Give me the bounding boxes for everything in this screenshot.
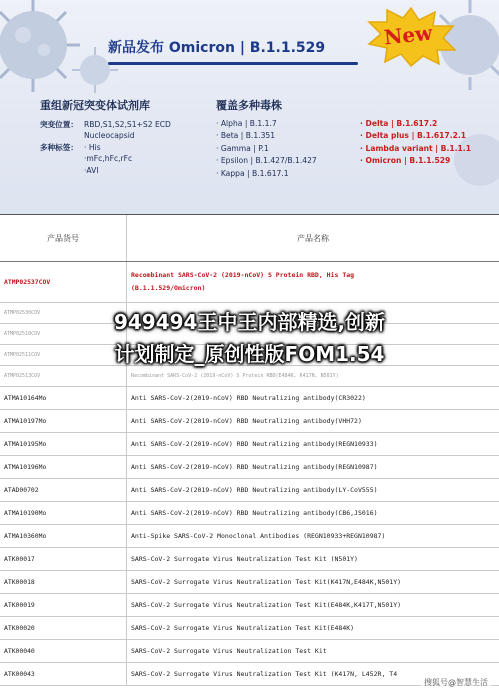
product-code: ATMA10190Mo <box>0 502 127 524</box>
product-code: ATK00017 <box>0 548 127 570</box>
product-name: Recombinant SARS-CoV-2 (2019-nCoV) S Protein RBD(E484K, K417N, N501Y) <box>131 373 339 379</box>
product-code: ATMA10197Mo <box>0 410 127 432</box>
table-row <box>0 456 499 479</box>
banner-title: 新品发布 Omicron | B.1.1.529 <box>108 40 326 56</box>
product-code: ATK00019 <box>0 594 127 616</box>
table-row <box>0 594 499 617</box>
mutation-value-2: Nucleocapsid <box>84 131 135 141</box>
product-code: ATMA10195Mo <box>0 433 127 455</box>
product-code: ATMP02530COV <box>0 303 127 323</box>
tag-label: 多种标签： <box>40 143 78 152</box>
mutation-value: RBD,S1,S2,S1+S2 ECD <box>84 120 171 129</box>
product-name: SARS-CoV-2 Surrogate Virus Neutralization Test Kit(K417N,E484K,N501Y) <box>131 578 402 586</box>
strain-item: · Beta | B.1.351 <box>216 131 276 141</box>
table-row <box>0 548 499 571</box>
table-row <box>0 479 499 502</box>
table-row <box>0 410 499 433</box>
table-row <box>0 617 499 640</box>
product-name: Anti-Spike SARS-CoV-2 Monoclonal Antibodies (REGN10933+REGN10987) <box>131 532 386 540</box>
product-name-line: (B.1.1.529/Omicron) <box>131 284 206 292</box>
strain-list-b <box>360 118 471 168</box>
product-code: ATMP02537COV <box>0 262 127 302</box>
strain-item: · Epsilon | B.1.427/B.1.427 <box>216 156 317 166</box>
product-name: SARS-CoV-2 Surrogate Virus Neutralization Test Kit(E484K) <box>131 624 355 632</box>
table-row <box>0 433 499 456</box>
strain-list-a <box>216 118 317 180</box>
strain-item: · Kappa | B.1.617.1 <box>216 168 289 178</box>
product-code: ATMA10196Mo <box>0 456 127 478</box>
product-name: SARS-CoV-2 Surrogate Virus Neutralization Test Kit (K417N, L452R, T4 <box>131 670 398 678</box>
product-code: ATMP02513COV <box>0 366 127 386</box>
product-banner <box>0 0 499 214</box>
product-name: Anti SARS-CoV-2(2019-nCoV) RBD Neutralizing antibody(REGN10933) <box>131 440 378 448</box>
mutation-info <box>40 119 200 143</box>
table-header-row <box>0 215 499 262</box>
strain-item-highlight: · Delta plus | B.1.617.2.1 <box>360 131 467 141</box>
strain-item: · Alpha | B.1.1.7 <box>216 119 277 128</box>
strain-item-highlight: · Omicron | B.1.1.529 <box>360 156 451 166</box>
table-row <box>0 525 499 548</box>
overlay-line: 计划制定_原创性版FOM1.54 <box>114 342 385 366</box>
table-row <box>0 387 499 410</box>
overlay-headline <box>0 306 499 370</box>
header-product-name: 产品名称 <box>297 233 329 243</box>
table-row-featured <box>0 262 499 303</box>
product-code: ATAD00702 <box>0 479 127 501</box>
table-row <box>0 502 499 525</box>
product-code: ATMA10360Mo <box>0 525 127 547</box>
product-name: SARS-CoV-2 Surrogate Virus Neutralization Test Kit (N501Y) <box>131 555 358 563</box>
product-name: Anti SARS-CoV-2(2019-nCoV) RBD Neutralizing antibody(LY-CoV555) <box>131 486 378 494</box>
product-code: ATMP02511COV <box>0 345 127 365</box>
tag-item: · His <box>84 143 101 152</box>
product-name: Anti SARS-CoV-2(2019-nCoV) RBD Neutralizing antibody(CR3022) <box>131 394 366 402</box>
tag-item: ·AVI <box>84 165 99 175</box>
product-code: ATMA10164Mo <box>0 387 127 409</box>
title-underline <box>108 62 358 65</box>
mutation-label: 突变位置： <box>40 120 78 129</box>
product-name: Anti SARS-CoV-2(2019-nCoV) RBD Neutralizing antibody(REGN10987) <box>131 463 378 471</box>
product-name: Anti SARS-CoV-2(2019-nCoV) RBD Neutralizing antibody(CB6,JS016) <box>131 509 378 517</box>
tag-info <box>40 142 200 178</box>
product-name: SARS-CoV-2 Surrogate Virus Neutralization Test Kit <box>131 647 327 655</box>
source-watermark: 搜狐号@智慧生活 <box>421 676 491 689</box>
table-row <box>0 640 499 663</box>
strain-item-highlight: · Delta | B.1.617.2 <box>360 119 438 128</box>
product-name: SARS-CoV-2 Surrogate Virus Neutralization Test Kit(E484K,K417T,N501Y) <box>131 601 402 609</box>
product-code: ATMP02510COV <box>0 324 127 344</box>
table-row <box>0 571 499 594</box>
product-name-line: Recombinant SARS-CoV-2 (2019-nCoV) S Protein RBD, His Tag <box>131 271 355 279</box>
product-name: Anti SARS-CoV-2(2019-nCoV) RBD Neutralizing antibody(VHH72) <box>131 417 362 425</box>
product-name <box>127 262 499 302</box>
strain-item: · Gamma | P.1 <box>216 143 269 153</box>
right-heading: 覆盖多种毒株 <box>216 99 282 112</box>
product-code: ATK00020 <box>0 617 127 639</box>
product-table <box>0 214 499 686</box>
left-heading: 重组新冠突变体试剂库 <box>40 99 150 112</box>
product-code: ATK00018 <box>0 571 127 593</box>
new-badge-label: New <box>382 20 434 50</box>
tag-item: ·mFc,hFc,rFc <box>84 154 133 164</box>
header-product-code: 产品货号 <box>0 215 127 261</box>
overlay-line: 949494王中王内部精选,创新 <box>113 310 386 334</box>
strain-item-highlight: · Lambda variant | B.1.1.1 <box>360 143 471 153</box>
product-code: ATK00040 <box>0 640 127 662</box>
product-code: ATK00043 <box>0 663 127 685</box>
